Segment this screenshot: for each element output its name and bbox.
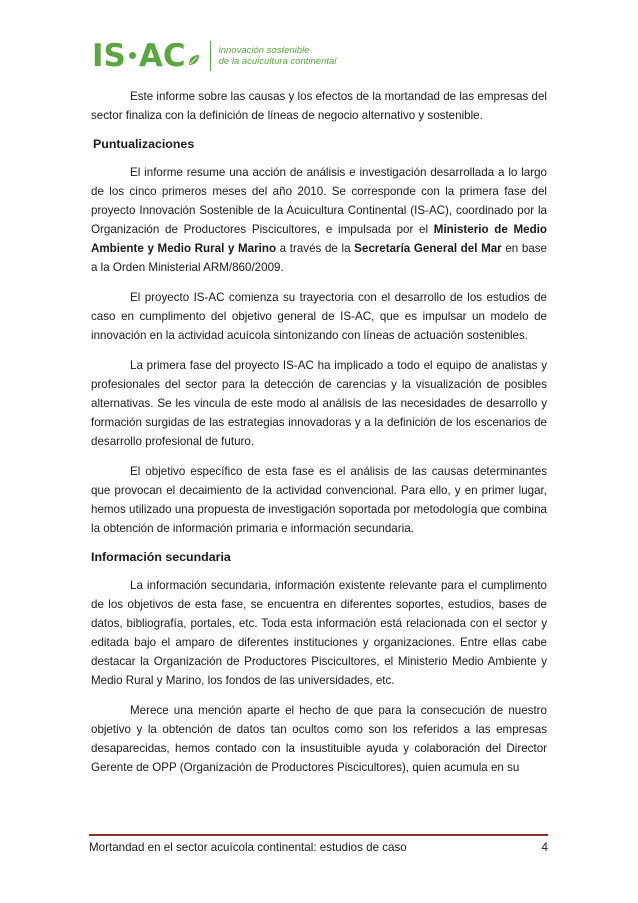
document-body <box>91 87 547 788</box>
bold-ministerio: Ministerio de Medio Ambiente y Medio Rural y Marino <box>91 223 547 255</box>
bold-secretaria: Secretaría General del Mar <box>354 242 502 255</box>
logo-separator <box>210 41 211 71</box>
heading-puntualizaciones: Puntualizaciones <box>93 137 195 151</box>
logo-wordmark: IS AC <box>92 38 186 74</box>
paragraph-informe: El informe resume una acción de análisis e investigación desarrollada a lo largo de los cinco primeros meses del año 2010. Se corresponde con la primera fase del proyecto Innovación Sostenible de la Acuicultura Continental (IS-AC), coordinado por la Organización de Productores Piscicultores, e impulsada por el Ministerio de Medio Ambiente y Medio Rural y Marino a través de la Secretaría General del Mar en base a la Orden Ministerial ARM/860/2009. <box>91 166 547 274</box>
isac-logo <box>92 38 336 74</box>
paragraph-intro: Este informe sobre las causas y los efectos de la mortandad de las empresas del sector finaliza con la definición de líneas de negocio alternativo y sostenible. <box>91 90 547 122</box>
paragraph-proyecto: El proyecto IS-AC comienza su trayectoria con el desarrollo de los estudios de caso en cumplimento del objetivo general de IS-AC, que es impulsar un modelo de innovación en la actividad acuícola sintonizando con líneas de actuación sostenibles. <box>91 291 547 342</box>
paragraph-objetivo: El objetivo específico de esta fase es el análisis de las causas determinantes que provocan el decaimiento de la actividad convencional. Para ello, y en primer lugar, hemos utilizado una propuesta de investigación soportada por metodología que combina la obtención de información primaria e información secundaria. <box>91 465 547 535</box>
paragraph-primera-fase: La primera fase del proyecto IS-AC ha implicado a todo el equipo de analistas y profesionales del sector para la detección de carencias y la visualización de posibles alternativas. Se les vincula de este modo al análisis de las necesidades de desarrollo y formación surgidas de las estrategias innovadoras y a la definición de los escenarios de desarrollo profesional de futuro. <box>91 359 547 448</box>
logo-tagline: innovación sostenible de la acuicultura continental <box>218 45 337 67</box>
leaf-icon <box>188 54 200 66</box>
paragraph-informacion: La información secundaria, información existente relevante para el cumplimento de los objetivos de esta fase, se encuentra en diferentes soportes, estudios, bases de datos, bibliografía, portales, etc. Toda esta información está relacionada con el sector y editada bajo el amparo de diferentes instituciones y organizaciones. Entre ellas cabe destacar la Organización de Productores Piscicultores, el Ministerio Medio Ambiente y Medio Rural y Marino, los fondos de las universidades, etc. <box>91 579 547 687</box>
paragraph-mencion: Merece una mención aparte el hecho de que para la consecución de nuestro objetivo y la obtención de datos tan ocultos como son los referidos a las empresas desaparecidas, hemos contado con la insustituible ayuda y colaboración del Director Gerente de OPP (Organización de Productores Piscicultores), quien acumula en su <box>91 704 547 774</box>
page-number: 4 <box>541 841 548 854</box>
page-footer <box>89 840 548 855</box>
logo-dot-icon <box>129 52 136 59</box>
footer-rule <box>89 834 548 836</box>
heading-informacion-secundaria: Información secundaria <box>91 550 231 564</box>
footer-title: Mortandad en el sector acuícola continental: estudios de caso <box>89 841 407 854</box>
